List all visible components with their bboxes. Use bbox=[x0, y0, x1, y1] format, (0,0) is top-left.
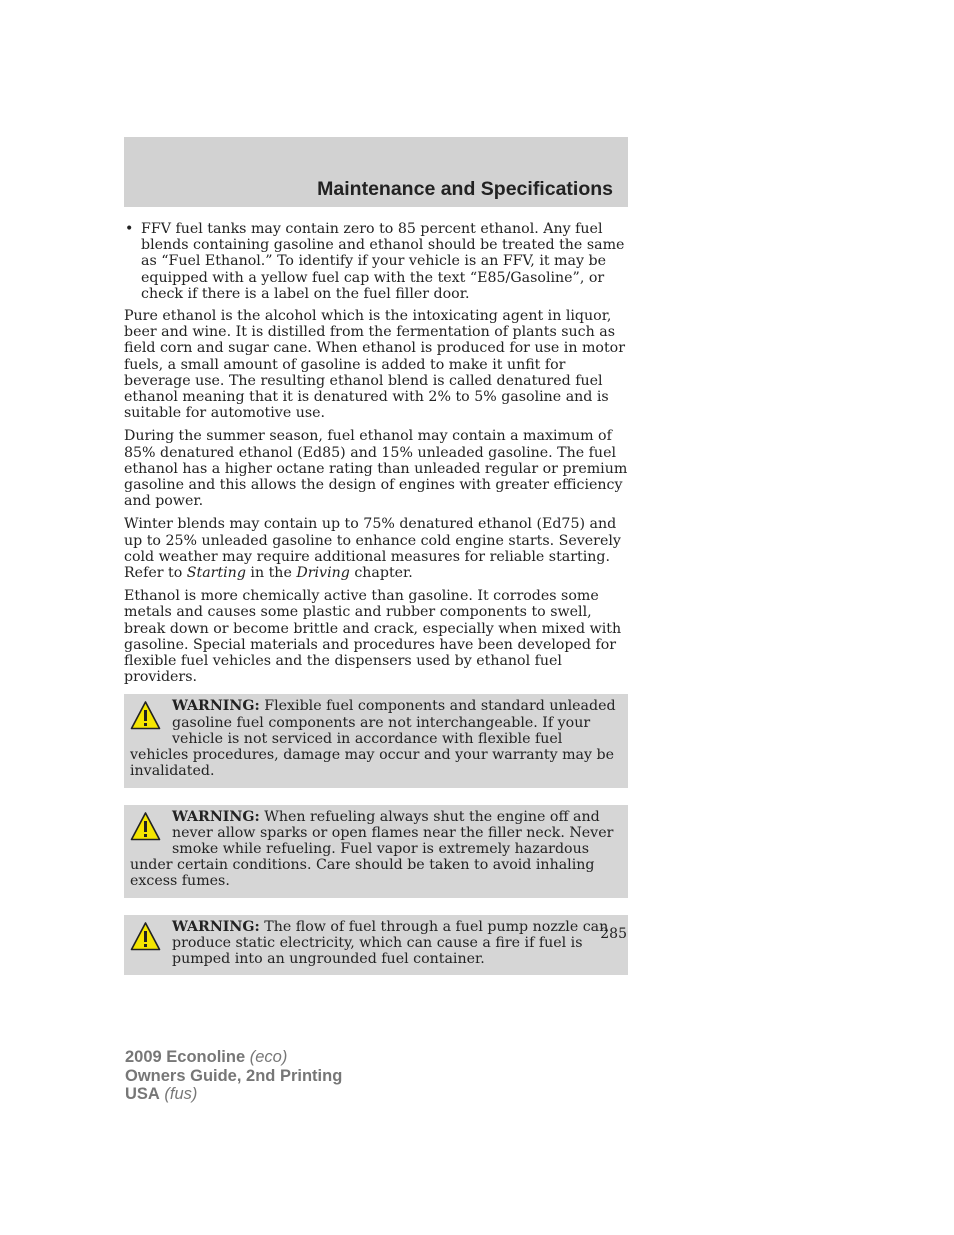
winter-text-3: chapter. bbox=[349, 565, 413, 582]
warning-triangle-icon bbox=[130, 921, 161, 952]
warning-box bbox=[124, 694, 628, 787]
warning-label: WARNING: bbox=[172, 808, 260, 825]
warning-label: WARNING: bbox=[172, 918, 260, 935]
paragraph-winter-blends bbox=[124, 516, 628, 581]
paragraph-pure-ethanol: Pure ethanol is the alcohol which is the intoxicating agent in liquor, beer and wine. It is distilled from the fermentation of plants such as field corn and sugar cane. When ethanol is produced for use in motor fuels, a small amount of gasoline is added to make it unfit for beverage use. The resulting ethanol blend is called denatured fuel ethanol meaning that it is denatured with 2% to 5% gasoline and is suitable for automotive use. bbox=[124, 308, 625, 422]
guide-edition: Owners Guide, 2nd Printing bbox=[125, 1066, 343, 1085]
model-name: 2009 Econoline bbox=[125, 1048, 246, 1066]
footer-line-guide bbox=[125, 1067, 342, 1086]
section-header-bar bbox=[124, 137, 628, 207]
warning-box bbox=[124, 915, 628, 976]
footer-publication-info bbox=[125, 1048, 342, 1104]
footer-line-market bbox=[125, 1085, 342, 1104]
paragraph-summer-season: During the summer season, fuel ethanol may contain a maximum of 85% denatured ethanol (Ed85) and 15% unleaded gasoline. The fuel ethanol has a higher octane rating than unleaded regular or premium gasoline and this allows the design of engines with greater efficiency and power. bbox=[124, 428, 628, 510]
warning-text: When refueling always shut the engine off and never allow sparks or open flames near the filler neck. Never smoke while refueling. Fuel vapor is extremely hazardous under certain conditions. Care should be taken to avoid inhaling excess fumes. bbox=[130, 808, 614, 890]
bullet-text: FFV fuel tanks may contain zero to 85 percent ethanol. Any fuel blends containing gasoline and ethanol should be treated the same as “Fuel Ethanol.” To identify if your vehicle is an FFV, it may be equipped with a yellow fuel cap with the text “E85/Gasoline”, or check if there is a label on the fuel filler door. bbox=[141, 221, 625, 302]
warning-label: WARNING: bbox=[172, 698, 260, 715]
warning-triangle-icon bbox=[130, 700, 161, 731]
warning-text: The flow of fuel through a fuel pump nozzle can produce static electricity, which can cause a fire if fuel is pumped into an ungrounded fuel container. bbox=[172, 918, 609, 967]
list-item bbox=[124, 221, 628, 302]
winter-text-2: in the bbox=[245, 565, 297, 582]
market-code: (fus) bbox=[159, 1085, 198, 1103]
starting-reference: Starting bbox=[186, 565, 246, 582]
market-name: USA bbox=[125, 1085, 160, 1103]
warning-box bbox=[124, 805, 628, 898]
winter-text-1: Winter blends may contain up to 75% denatured ethanol (Ed75) and up to 25% unleaded gasoline to enhance cold engine starts. Severely cold weather may require additional measures for reliable starting. Refer to bbox=[124, 516, 621, 582]
paragraph-chemical-activity: Ethanol is more chemically active than gasoline. It corrodes some metals and causes some plastic and rubber components to swell, break down or become brittle and crack, especially when mixed with gasoline. Special materials and procedures have been developed for flexible fuel vehicles and the dispensers used by ethanol fuel providers. bbox=[124, 588, 622, 686]
bullet-symbol: • bbox=[125, 221, 134, 237]
warning-triangle-icon bbox=[130, 811, 161, 842]
page-content bbox=[124, 221, 628, 992]
driving-reference: Driving bbox=[296, 565, 350, 582]
warning-text: Flexible fuel components and standard unleaded gasoline fuel components are not interchangeable. If your vehicle is not serviced in accordance with flexible fuel vehicles procedures, damage may occur and your warranty may be invalidated. bbox=[130, 698, 616, 780]
page-number: 285 bbox=[600, 926, 627, 942]
section-title: Maintenance and Specifications bbox=[317, 178, 613, 200]
model-code: (eco) bbox=[245, 1048, 288, 1066]
footer-line-model bbox=[125, 1048, 342, 1067]
